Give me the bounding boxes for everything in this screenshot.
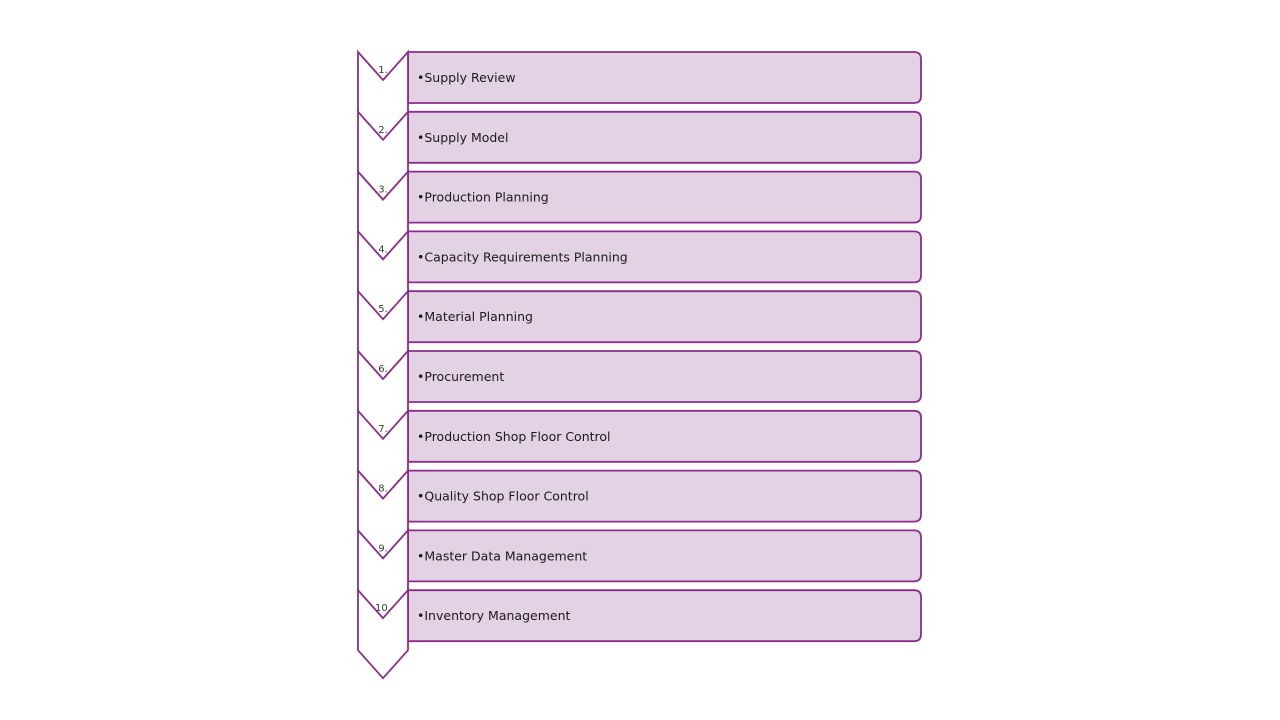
step-number: 8. bbox=[378, 483, 388, 495]
step-number: 4. bbox=[378, 244, 388, 256]
step-label: •Production Shop Floor Control bbox=[417, 428, 611, 444]
step-label: •Supply Review bbox=[417, 70, 516, 85]
step-number: 7. bbox=[378, 423, 388, 435]
step-label: •Inventory Management bbox=[417, 608, 571, 624]
step-label: •Quality Shop Floor Control bbox=[417, 488, 589, 504]
step-number: 10. bbox=[375, 603, 391, 615]
step-label: •Production Planning bbox=[417, 189, 549, 205]
step-label: •Material Planning bbox=[417, 309, 533, 325]
step-number: 6. bbox=[378, 364, 388, 375]
step-label: •Master Data Management bbox=[417, 548, 588, 564]
step-number: 2. bbox=[378, 124, 388, 136]
step-label: •Procurement bbox=[417, 369, 505, 384]
step-number: 3. bbox=[378, 184, 388, 196]
step-label: •Supply Model bbox=[417, 129, 509, 145]
step-number: 1. bbox=[378, 65, 388, 76]
step-number: 5. bbox=[378, 304, 388, 316]
step-label: •Capacity Requirements Planning bbox=[417, 249, 628, 265]
step-number: 9. bbox=[378, 543, 388, 555]
